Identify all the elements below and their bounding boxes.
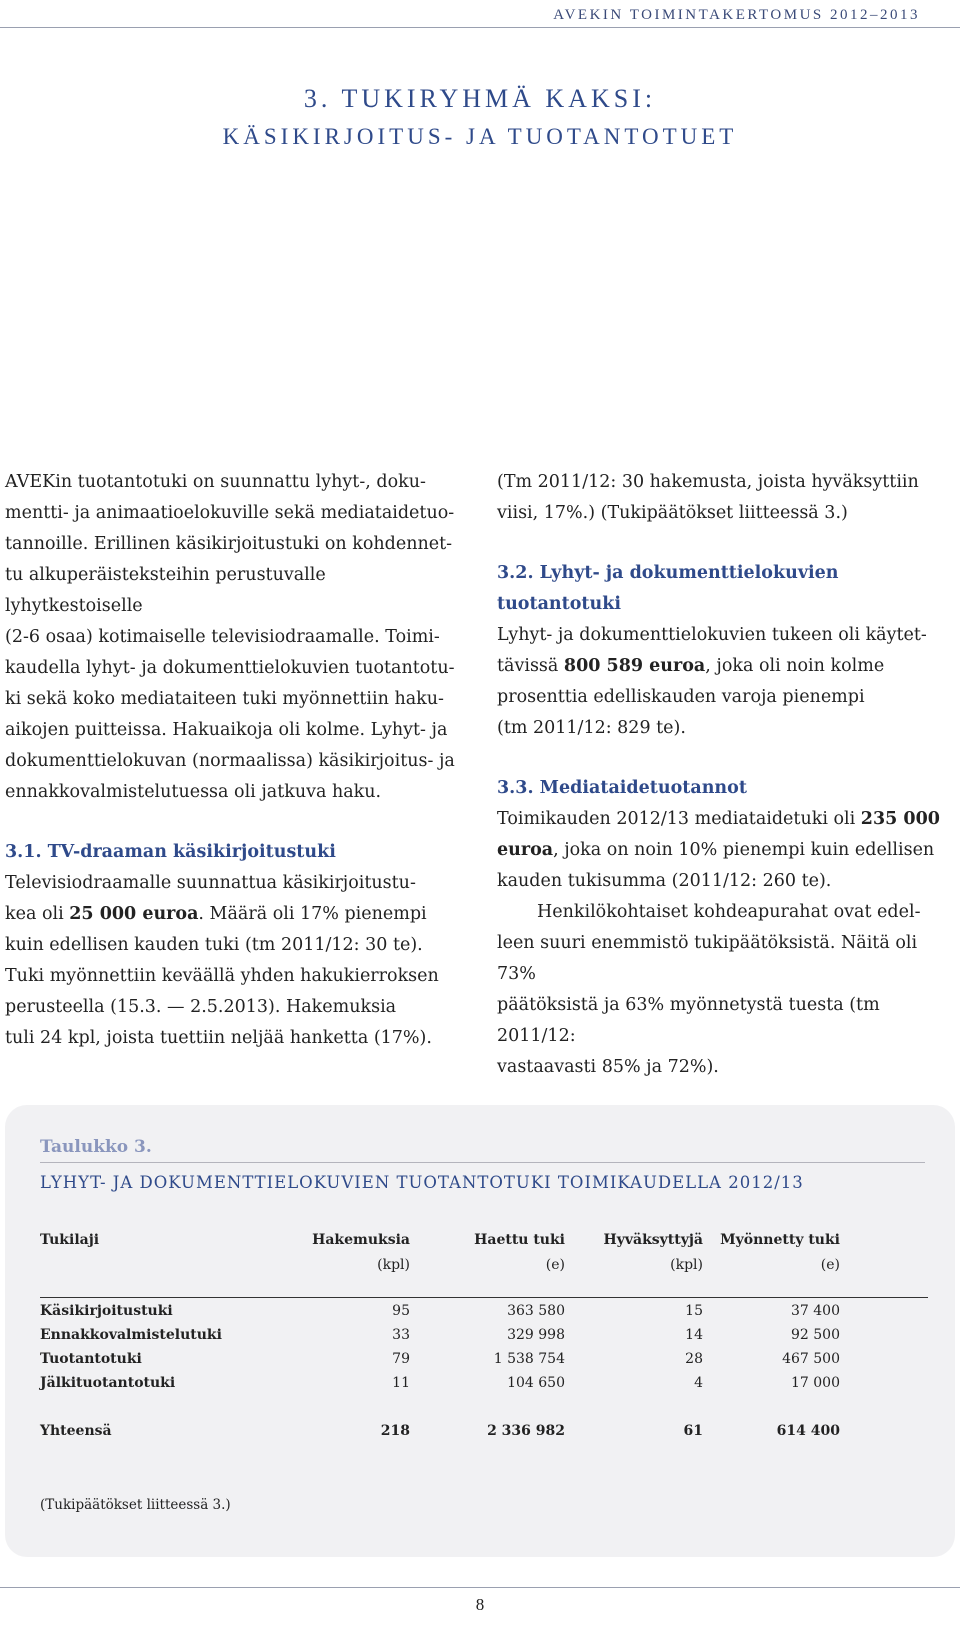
section-3-2-heading: tuotantotuki bbox=[497, 594, 621, 614]
page-number: 8 bbox=[475, 1595, 485, 1614]
intro-line: aikojen puitteissa. Hakuaikoja oli kolme. Lyhyt- ja bbox=[5, 720, 448, 740]
intro-line: tu alkuperäisteksteihin perustuvalle lyhytkestoiselle bbox=[5, 565, 326, 616]
table-title: LYHYT- JA DOKUMENTTIELOKUVIEN TUOTANTOTUKI TOIMIKAUDELLA 2012/13 bbox=[40, 1173, 804, 1192]
section-3-2-line: Lyhyt- ja dokumenttielokuvien tukeen oli käytet- bbox=[497, 625, 927, 645]
section-3-1-line: Televisiodraamalle suunnattua käsikirjoitustu- bbox=[5, 873, 416, 893]
row-label: Tuotantotuki bbox=[40, 1351, 142, 1367]
media-art-amount: 235 000 bbox=[860, 809, 940, 829]
intro-line: tannoille. Erillinen käsikirjoitustuki on kohdennet- bbox=[5, 534, 453, 554]
section-3-3-line: euroa, joka on noin 10% pienempi kuin edellisen bbox=[497, 840, 935, 860]
intro-line: ki sekä koko mediataiteen tuki myönnettiin haku- bbox=[5, 689, 444, 709]
table-note: (Tukipäätökset liitteessä 3.) bbox=[40, 1497, 231, 1513]
column-unit: (kpl) bbox=[377, 1257, 410, 1273]
section-3-2-heading: 3.2. Lyhyt- ja dokumenttielokuvien bbox=[497, 563, 839, 583]
continued-line: (Tm 2011/12: 30 hakemusta, joista hyväksyttiin bbox=[497, 472, 919, 492]
row-label: Käsikirjoitustuki bbox=[40, 1303, 173, 1319]
section-3-1-line: Tuki myönnettiin keväällä yhden hakukierroksen bbox=[5, 966, 439, 986]
table-cell: 1 538 754 bbox=[493, 1351, 565, 1367]
column-unit: (kpl) bbox=[670, 1257, 703, 1273]
total-cell: 2 336 982 bbox=[487, 1423, 565, 1439]
row-label: Ennakkovalmistelutuki bbox=[40, 1327, 222, 1343]
table-panel bbox=[5, 1105, 955, 1557]
header-divider bbox=[0, 27, 960, 28]
column-header: Hyväksyttyjä bbox=[603, 1232, 703, 1248]
section-3-3-line: päätöksistä ja 63% myönnetystä tuesta (tm 2011/12: bbox=[497, 995, 880, 1046]
table-cell: 15 bbox=[685, 1303, 703, 1319]
total-cell: 61 bbox=[683, 1423, 703, 1439]
table-caption: Taulukko 3. bbox=[40, 1137, 152, 1157]
chapter-title bbox=[0, 82, 960, 154]
table-cell: 28 bbox=[685, 1351, 703, 1367]
table-cell: 11 bbox=[392, 1375, 410, 1391]
column-header: Haettu tuki bbox=[474, 1232, 565, 1248]
column-header: Myönnetty tuki bbox=[720, 1232, 840, 1248]
table-cell: 4 bbox=[694, 1375, 703, 1391]
section-3-1-line: kea oli 25 000 euroa. Määrä oli 17% pienempi bbox=[5, 904, 427, 924]
table-cell: 33 bbox=[392, 1327, 410, 1343]
intro-line: AVEKin tuotantotuki on suunnattu lyhyt-, doku- bbox=[5, 472, 426, 492]
section-3-3-line: Toimikauden 2012/13 mediataidetuki oli 235 000 bbox=[497, 809, 940, 829]
total-cell: 614 400 bbox=[776, 1423, 840, 1439]
intro-line: dokumenttielokuvan (normaalissa) käsikirjoitus- ja bbox=[5, 751, 455, 771]
chapter-title-line-1: 3. TUKIRYHMÄ KAKSI: bbox=[303, 84, 657, 113]
section-3-3-line: vastaavasti 85% ja 72%). bbox=[497, 1057, 719, 1077]
section-3-3-line: leen suuri enemmistö tukipäätöksistä. Näitä oli 73% bbox=[497, 933, 918, 984]
intro-line: (2-6 osaa) kotimaiselle televisiodraamalle. Toimi- bbox=[5, 627, 440, 647]
row-label: Jälkituotantotuki bbox=[40, 1375, 176, 1391]
tv-drama-amount: 25 000 euroa bbox=[69, 904, 199, 924]
intro-line: mentti- ja animaatioelokuville sekä mediataidetuo- bbox=[5, 503, 455, 523]
column-unit: (e) bbox=[545, 1257, 565, 1273]
column-header: Hakemuksia bbox=[312, 1232, 410, 1248]
caption-divider bbox=[40, 1162, 925, 1163]
table-cell: 37 400 bbox=[791, 1303, 840, 1319]
section-3-1-line: tuli 24 kpl, joista tuettiin neljää hanketta (17%). bbox=[5, 1028, 432, 1048]
footer-divider bbox=[0, 1587, 960, 1588]
total-cell: 218 bbox=[380, 1423, 410, 1439]
section-3-2-line: tävissä 800 589 euroa, joka oli noin kolme bbox=[497, 656, 885, 676]
table-cell: 14 bbox=[685, 1327, 703, 1343]
table-cell: 104 650 bbox=[507, 1375, 565, 1391]
intro-line: kaudella lyhyt- ja dokumenttielokuvien tuotantotu- bbox=[5, 658, 455, 678]
production-support-amount: 800 589 euroa bbox=[563, 656, 706, 676]
continued-line: viisi, 17%.) (Tukipäätökset liitteessä 3.) bbox=[497, 503, 848, 523]
chapter-title-line-2: KÄSIKIRJOITUS- JA TUOTANTOTUET bbox=[222, 124, 738, 149]
intro-line: ennakkovalmistelutuessa oli jatkuva haku. bbox=[5, 782, 382, 802]
section-3-2-line: (tm 2011/12: 829 te). bbox=[497, 718, 686, 738]
table-cell: 329 998 bbox=[507, 1327, 565, 1343]
table-cell: 363 580 bbox=[507, 1303, 565, 1319]
table-cell: 92 500 bbox=[791, 1327, 840, 1343]
column-unit: (e) bbox=[820, 1257, 840, 1273]
table-cell: 17 000 bbox=[791, 1375, 840, 1391]
header-rule bbox=[40, 1297, 928, 1298]
section-3-3-line: Henkilökohtaiset kohdeapurahat ovat edel- bbox=[537, 902, 921, 922]
right-column bbox=[497, 467, 957, 1083]
section-3-1-line: perusteella (15.3. — 2.5.2013). Hakemuksia bbox=[5, 997, 397, 1017]
section-3-3-line: kauden tukisumma (2011/12: 260 te). bbox=[497, 871, 832, 891]
running-header: AVEKIN TOIMINTAKERTOMUS 2012–2013 bbox=[553, 7, 920, 23]
table-cell: 79 bbox=[392, 1351, 410, 1367]
section-3-3-heading: 3.3. Mediataidetuotannot bbox=[497, 778, 747, 798]
left-column bbox=[5, 467, 461, 1054]
section-3-2-line: prosenttia edelliskauden varoja pienempi bbox=[497, 687, 865, 707]
section-3-1-heading: 3.1. TV-draaman käsikirjoitustuki bbox=[5, 842, 336, 862]
column-header: Tukilaji bbox=[40, 1232, 100, 1248]
table-cell: 467 500 bbox=[782, 1351, 840, 1367]
table-cell: 95 bbox=[392, 1303, 410, 1319]
total-label: Yhteensä bbox=[40, 1423, 112, 1439]
section-3-1-line: kuin edellisen kauden tuki (tm 2011/12: 30 te). bbox=[5, 935, 423, 955]
